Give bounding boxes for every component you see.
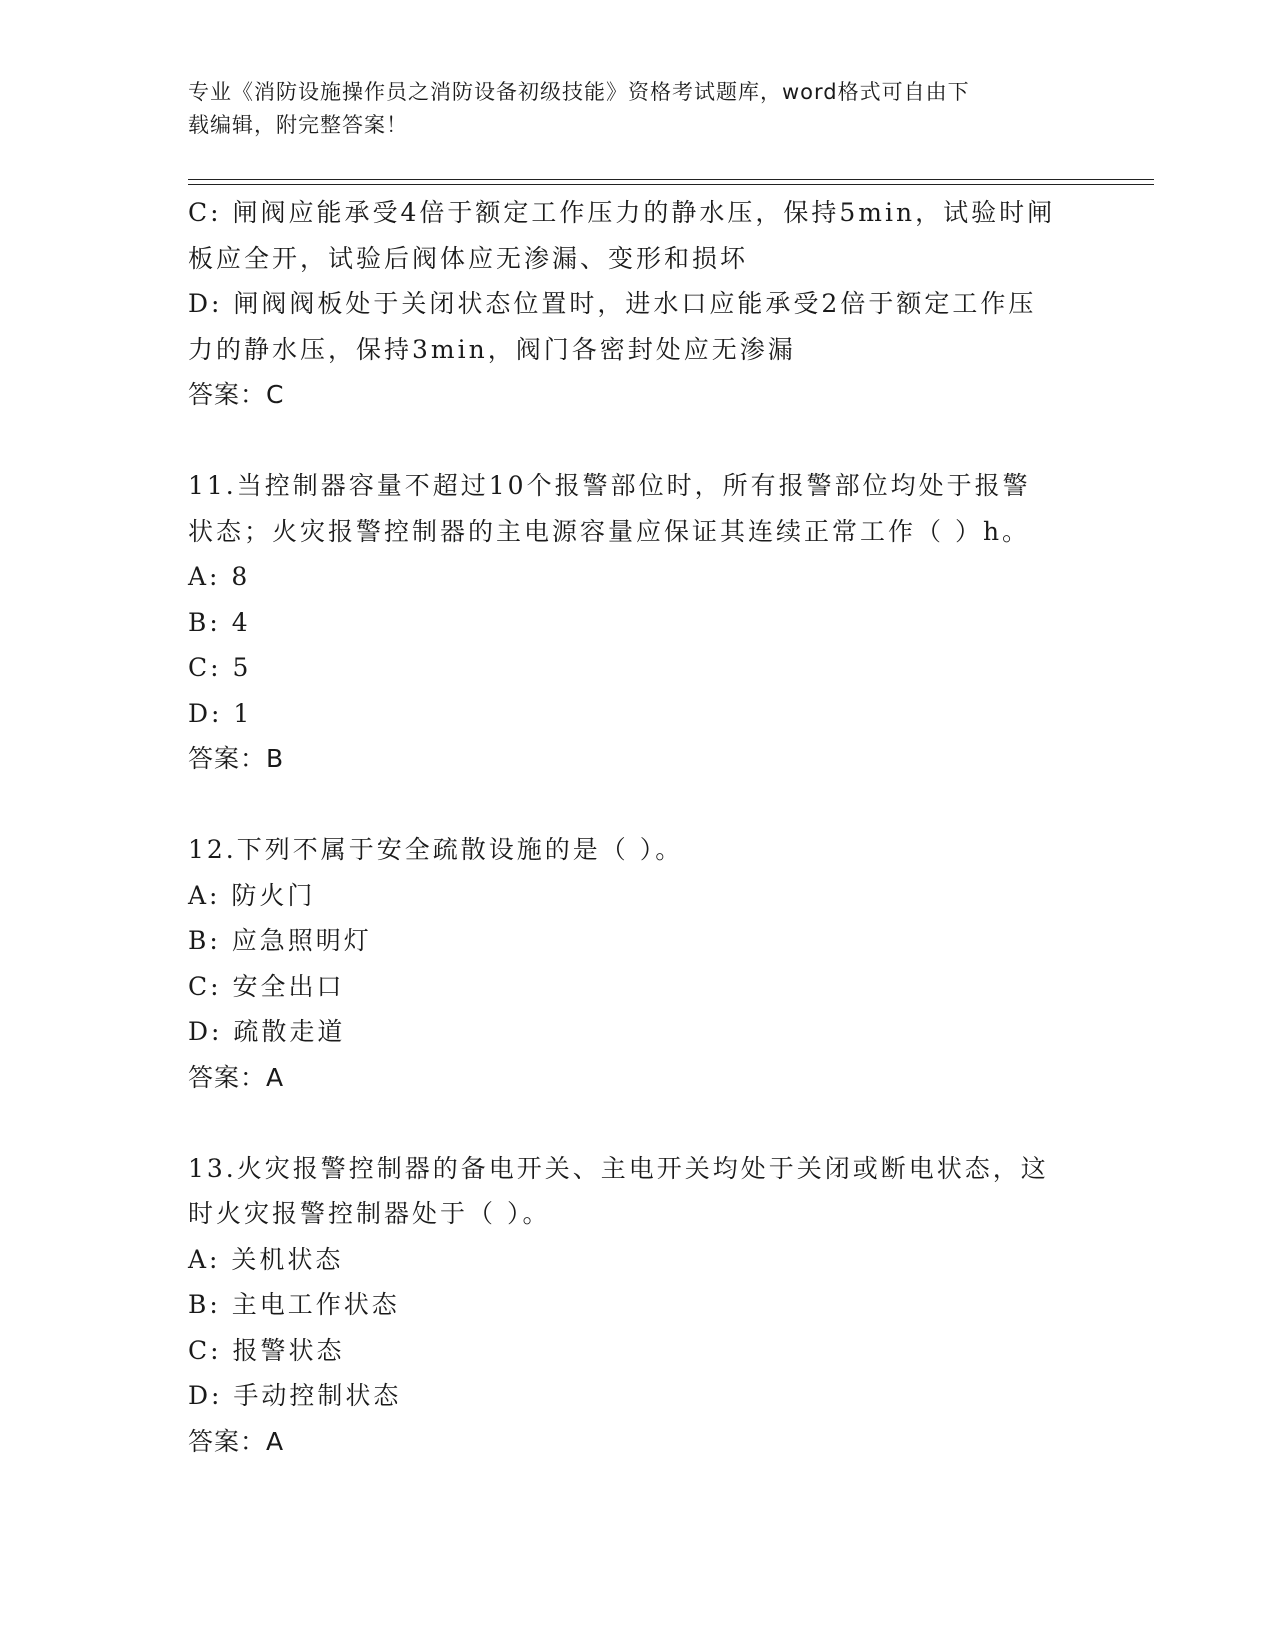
question-stem-line-2: 状态；火灾报警控制器的主电源容量应保证其连续正常工作（ ）h。	[188, 516, 1031, 546]
header-line-1: 专业《消防设施操作员之消防设备初级技能》资格考试题库，word格式可自由下	[188, 80, 970, 104]
spacer	[188, 1100, 1078, 1146]
question-stem-line-1: 13.火灾报警控制器的备电开关、主电开关均处于关闭或断电状态，这	[188, 1153, 1049, 1183]
header-line-2: 载编辑，附完整答案！	[188, 113, 408, 137]
option-c-line-1: C: 闸阀应能承受4倍于额定工作压力的静水压，保持5min，试验时闸	[188, 198, 1056, 227]
option-c-line-2: 板应全开，试验后阀体应无渗漏、变形和损坏	[188, 243, 749, 273]
header-divider-top	[188, 179, 1154, 180]
option-a: A: 防火门	[188, 880, 316, 910]
question-13	[188, 1146, 1078, 1465]
document-header	[188, 76, 1068, 142]
option-a: A: 8	[188, 562, 251, 591]
option-d: D: 手动控制状态	[188, 1381, 402, 1410]
option-d-line-1: D: 闸阀阀板处于关闭状态位置时，进水口应能承受2倍于额定工作压	[188, 289, 1037, 318]
question-10-continuation	[188, 190, 1078, 418]
header-divider-bottom	[188, 184, 1154, 185]
option-d: D: 疏散走道	[188, 1017, 346, 1046]
option-c: C: 5	[188, 653, 252, 682]
question-stem-line-2: 时火灾报警控制器处于（ ）。	[188, 1199, 551, 1228]
option-d-line-2: 力的静水压，保持3min，阀门各密封处应无渗漏	[188, 334, 796, 364]
answer-label: 答案：A	[188, 1426, 285, 1456]
option-b: B: 应急照明灯	[188, 926, 372, 955]
question-stem-line-1: 11.当控制器容量不超过10个报警部位时，所有报警部位均处于报警	[188, 471, 1031, 500]
option-b: B: 主电工作状态	[188, 1290, 400, 1319]
option-d: D: 1	[188, 698, 253, 728]
spacer	[188, 418, 1078, 464]
answer-label: 答案：C	[188, 380, 285, 409]
question-12	[188, 827, 1078, 1100]
option-a: A: 关机状态	[188, 1244, 344, 1274]
answer-label: 答案：B	[188, 744, 285, 773]
question-11	[188, 463, 1078, 782]
document-body	[188, 190, 1078, 1464]
option-c: C: 安全出口	[188, 971, 345, 1001]
spacer	[188, 782, 1078, 828]
option-b: B: 4	[188, 607, 251, 637]
option-c: C: 报警状态	[188, 1335, 345, 1365]
question-stem-line-1: 12.下列不属于安全疏散设施的是（ ）。	[188, 835, 684, 864]
answer-label: 答案：A	[188, 1062, 285, 1092]
